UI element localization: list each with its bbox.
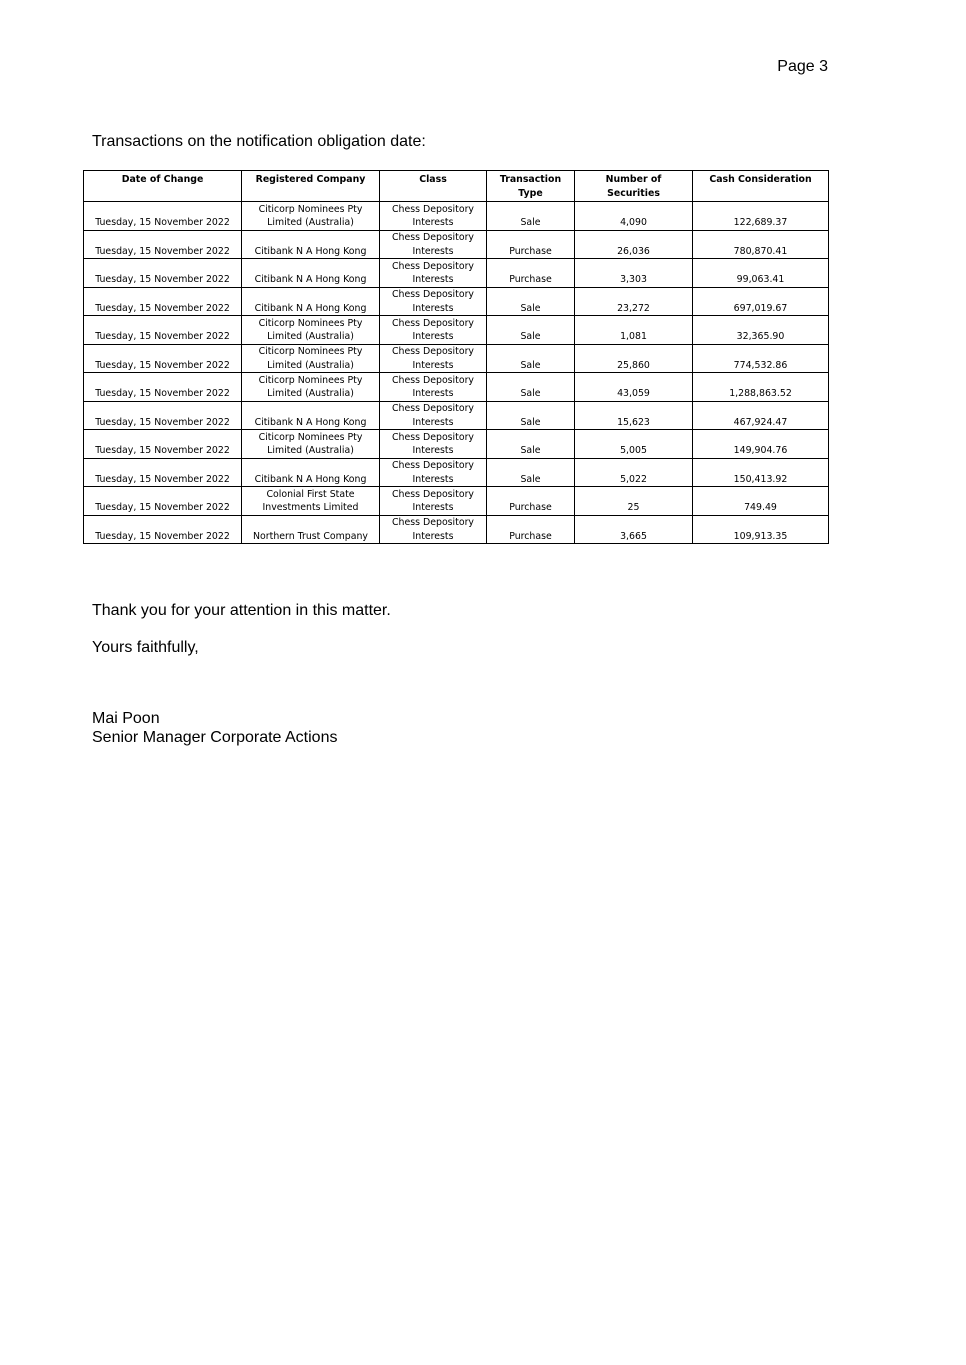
type-cell: Sale <box>487 344 575 373</box>
class-cell: Chess Depository Interests <box>380 373 487 402</box>
table-body <box>84 202 829 544</box>
securities-cell: 25 <box>575 487 693 516</box>
company-cell: Colonial First State Investments Limited <box>242 487 380 516</box>
page-number: Page 3 <box>777 58 828 75</box>
class-cell: Chess Depository Interests <box>380 487 487 516</box>
cash-cell: 150,413.92 <box>693 458 829 487</box>
securities-cell: 4,090 <box>575 202 693 231</box>
header-date-of-change: Date of Change <box>84 171 242 202</box>
thanks-text: Thank you for your attention in this matter. <box>92 602 391 619</box>
table-row <box>84 373 829 402</box>
class-cell: Chess Depository Interests <box>380 230 487 259</box>
type-cell: Sale <box>487 202 575 231</box>
table-header-row <box>84 171 829 202</box>
date-cell: Tuesday, 15 November 2022 <box>84 316 242 345</box>
securities-cell: 5,005 <box>575 430 693 459</box>
header-cash-consideration: Cash Consideration <box>693 171 829 202</box>
type-cell: Sale <box>487 458 575 487</box>
securities-cell: 15,623 <box>575 401 693 430</box>
class-cell: Chess Depository Interests <box>380 202 487 231</box>
cash-cell: 697,019.67 <box>693 287 829 316</box>
date-cell: Tuesday, 15 November 2022 <box>84 458 242 487</box>
company-cell: Northern Trust Company <box>242 515 380 544</box>
class-cell: Chess Depository Interests <box>380 316 487 345</box>
date-cell: Tuesday, 15 November 2022 <box>84 202 242 231</box>
company-cell: Citibank N A Hong Kong <box>242 230 380 259</box>
table-row <box>84 230 829 259</box>
securities-cell: 3,665 <box>575 515 693 544</box>
date-cell: Tuesday, 15 November 2022 <box>84 401 242 430</box>
class-cell: Chess Depository Interests <box>380 458 487 487</box>
securities-cell: 25,860 <box>575 344 693 373</box>
company-cell: Citicorp Nominees Pty Limited (Australia) <box>242 373 380 402</box>
header-class: Class <box>380 171 487 202</box>
cash-cell: 109,913.35 <box>693 515 829 544</box>
table-row <box>84 401 829 430</box>
type-cell: Sale <box>487 430 575 459</box>
table-row <box>84 515 829 544</box>
table-row <box>84 487 829 516</box>
cash-cell: 467,924.47 <box>693 401 829 430</box>
type-cell: Sale <box>487 373 575 402</box>
type-cell: Sale <box>487 287 575 316</box>
class-cell: Chess Depository Interests <box>380 515 487 544</box>
cash-cell: 122,689.37 <box>693 202 829 231</box>
securities-cell: 1,081 <box>575 316 693 345</box>
securities-cell: 3,303 <box>575 259 693 288</box>
cash-cell: 749.49 <box>693 487 829 516</box>
type-cell: Purchase <box>487 259 575 288</box>
class-cell: Chess Depository Interests <box>380 430 487 459</box>
cash-cell: 780,870.41 <box>693 230 829 259</box>
cash-cell: 99,063.41 <box>693 259 829 288</box>
type-cell: Sale <box>487 316 575 345</box>
company-cell: Citibank N A Hong Kong <box>242 259 380 288</box>
type-cell: Purchase <box>487 487 575 516</box>
intro-text: Transactions on the notification obligation date: <box>92 133 426 150</box>
securities-cell: 5,022 <box>575 458 693 487</box>
class-cell: Chess Depository Interests <box>380 401 487 430</box>
type-cell: Purchase <box>487 515 575 544</box>
date-cell: Tuesday, 15 November 2022 <box>84 487 242 516</box>
date-cell: Tuesday, 15 November 2022 <box>84 287 242 316</box>
date-cell: Tuesday, 15 November 2022 <box>84 373 242 402</box>
cash-cell: 149,904.76 <box>693 430 829 459</box>
type-cell: Sale <box>487 401 575 430</box>
transactions-table <box>83 170 829 544</box>
salutation: Yours faithfully, <box>92 639 199 656</box>
class-cell: Chess Depository Interests <box>380 259 487 288</box>
header-number-of-securities: Number of Securities <box>575 171 693 202</box>
cash-cell: 1,288,863.52 <box>693 373 829 402</box>
date-cell: Tuesday, 15 November 2022 <box>84 430 242 459</box>
table-row <box>84 287 829 316</box>
securities-cell: 23,272 <box>575 287 693 316</box>
company-cell: Citicorp Nominees Pty Limited (Australia) <box>242 344 380 373</box>
class-cell: Chess Depository Interests <box>380 287 487 316</box>
company-cell: Citibank N A Hong Kong <box>242 287 380 316</box>
class-cell: Chess Depository Interests <box>380 344 487 373</box>
table-row <box>84 344 829 373</box>
company-cell: Citicorp Nominees Pty Limited (Australia) <box>242 202 380 231</box>
company-cell: Citibank N A Hong Kong <box>242 401 380 430</box>
table-row <box>84 316 829 345</box>
table-row <box>84 458 829 487</box>
signatory-name: Mai Poon <box>92 710 160 727</box>
cash-cell: 32,365.90 <box>693 316 829 345</box>
date-cell: Tuesday, 15 November 2022 <box>84 259 242 288</box>
date-cell: Tuesday, 15 November 2022 <box>84 230 242 259</box>
table-row <box>84 430 829 459</box>
securities-cell: 26,036 <box>575 230 693 259</box>
date-cell: Tuesday, 15 November 2022 <box>84 515 242 544</box>
header-transaction-type: Transaction Type <box>487 171 575 202</box>
header-registered-company: Registered Company <box>242 171 380 202</box>
company-cell: Citibank N A Hong Kong <box>242 458 380 487</box>
company-cell: Citicorp Nominees Pty Limited (Australia) <box>242 316 380 345</box>
signatory-title: Senior Manager Corporate Actions <box>92 729 338 746</box>
cash-cell: 774,532.86 <box>693 344 829 373</box>
table-row <box>84 259 829 288</box>
type-cell: Purchase <box>487 230 575 259</box>
company-cell: Citicorp Nominees Pty Limited (Australia) <box>242 430 380 459</box>
securities-cell: 43,059 <box>575 373 693 402</box>
date-cell: Tuesday, 15 November 2022 <box>84 344 242 373</box>
table-row <box>84 202 829 231</box>
